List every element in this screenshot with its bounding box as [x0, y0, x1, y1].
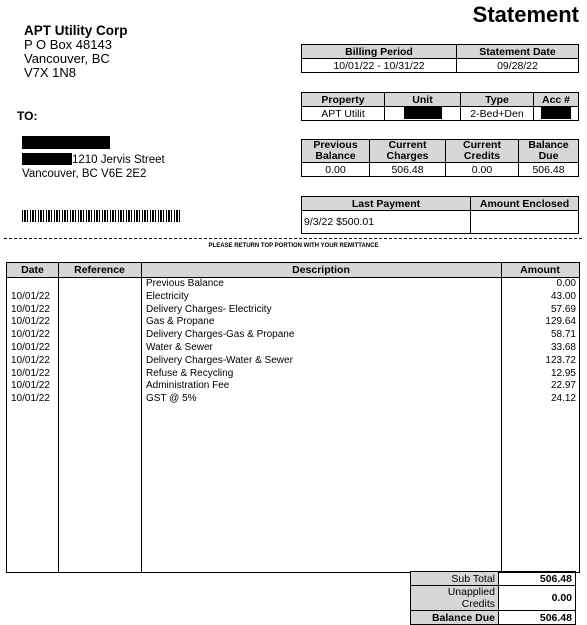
table-row [7, 355, 579, 368]
amount-header: Amount [520, 264, 560, 276]
ledger-table [6, 262, 580, 573]
row-description: Delivery Charges- Electricity [146, 303, 272, 315]
subtotal-label: Sub Total [411, 572, 499, 586]
total-balance-due-label: Balance Due [411, 611, 499, 625]
date-header: Date [21, 264, 44, 276]
previous-balance-header: Previous Balance [302, 140, 370, 163]
row-date: 10/01/22 [11, 342, 50, 353]
redacted-unit [22, 153, 72, 165]
row-amount: 57.69 [550, 303, 576, 315]
company-address-line: Vancouver, BC [24, 51, 110, 66]
unit-value [385, 107, 461, 121]
row-date: 10/01/22 [11, 380, 50, 392]
current-credits-value: 0.00 [446, 163, 519, 177]
current-credits-header: Current Credits [446, 140, 519, 163]
company-name: APT Utility Corp [24, 23, 128, 38]
page-title: Statement [472, 2, 579, 27]
row-amount: 33.68 [550, 342, 576, 353]
type-value: 2-Bed+Den [461, 107, 534, 121]
redacted-name [22, 136, 110, 149]
last-payment-header: Last Payment [302, 197, 471, 211]
table-row [7, 291, 579, 304]
company-address-line: P O Box 48143 [24, 37, 112, 52]
reference-header: Reference [74, 264, 125, 276]
recipient-address-block [22, 136, 165, 181]
table-row [7, 278, 579, 291]
balance-due-value: 506.48 [519, 163, 579, 177]
row-description: GST @ 5% [146, 393, 197, 405]
table-row [7, 329, 579, 342]
statement-date-value: 09/28/22 [457, 59, 579, 73]
billing-period-header: Billing Period [302, 45, 457, 59]
company-address-line: V7X 1N8 [24, 65, 77, 80]
type-header: Type [461, 93, 534, 107]
to-label: TO: [17, 109, 38, 123]
table-row [7, 316, 579, 329]
row-date: 10/01/22 [11, 393, 50, 405]
unapplied-credits-value: 0.00 [499, 586, 576, 611]
description-header: Description [292, 264, 350, 276]
table-row [7, 393, 579, 406]
table-row [7, 368, 579, 381]
property-table [301, 92, 579, 121]
row-description: Administration Fee [146, 380, 230, 392]
row-description: Electricity [146, 290, 189, 302]
row-description: Previous Balance [146, 278, 224, 289]
row-description: Gas & Propane [146, 316, 215, 328]
row-description: Water & Sewer [146, 342, 213, 353]
unit-header: Unit [385, 93, 461, 107]
row-amount: 43.00 [550, 290, 576, 302]
subtotal-value: 506.48 [499, 572, 576, 586]
row-amount: 12.95 [550, 367, 576, 379]
billing-period-table [301, 44, 579, 73]
unapplied-credits-label: Unapplied Credits [411, 586, 499, 611]
redacted-account [541, 107, 571, 119]
last-payment-value: 9/3/22 $500.01 [302, 211, 471, 234]
table-row [7, 380, 579, 393]
barcode-image [22, 210, 182, 222]
row-description: Delivery Charges-Gas & Propane [146, 329, 295, 341]
total-balance-due-value: 506.48 [499, 611, 576, 625]
current-charges-header: Current Charges [370, 140, 446, 163]
redacted-unit [404, 107, 442, 119]
table-row [7, 342, 579, 355]
previous-balance-value: 0.00 [302, 163, 370, 177]
statement-date-header: Statement Date [457, 45, 579, 59]
remittance-note: PLEASE RETURN TOP PORTION WITH YOUR REMITTANCE [208, 243, 379, 249]
company-address-block [24, 24, 128, 80]
row-date: 10/01/22 [11, 354, 50, 366]
acc-header: Acc # [534, 93, 579, 107]
tear-line [4, 238, 582, 239]
row-date: 10/01/22 [11, 329, 50, 341]
row-date: 10/01/22 [11, 290, 50, 302]
current-charges-value: 506.48 [370, 163, 446, 177]
row-amount: 129.64 [545, 316, 576, 328]
recipient-street: 1210 Jervis Street [72, 154, 165, 166]
billing-period-value: 10/01/22 - 10/31/22 [302, 59, 457, 73]
amount-enclosed-header: Amount Enclosed [471, 197, 579, 211]
row-date: 10/01/22 [11, 303, 50, 315]
totals-table [410, 571, 576, 625]
amount-enclosed-value[interactable] [471, 211, 579, 234]
row-date: 10/01/22 [11, 316, 50, 328]
row-amount: 58.71 [550, 329, 576, 341]
row-amount: 22.97 [550, 380, 576, 392]
row-amount: 123.72 [545, 354, 576, 366]
table-row [7, 304, 579, 317]
balance-summary-table [301, 139, 579, 177]
property-header: Property [302, 93, 385, 107]
recipient-city: Vancouver, BC V6E 2E2 [22, 168, 147, 180]
row-description: Refuse & Recycling [146, 367, 234, 379]
row-amount: 0.00 [556, 278, 576, 289]
row-description: Delivery Charges-Water & Sewer [146, 354, 293, 366]
row-amount: 24.12 [550, 393, 576, 405]
row-date: 10/01/22 [11, 367, 50, 379]
property-value: APT Utilit [302, 107, 385, 121]
balance-due-header: Balance Due [519, 140, 579, 163]
acc-value [534, 107, 579, 121]
payment-table [301, 196, 579, 234]
